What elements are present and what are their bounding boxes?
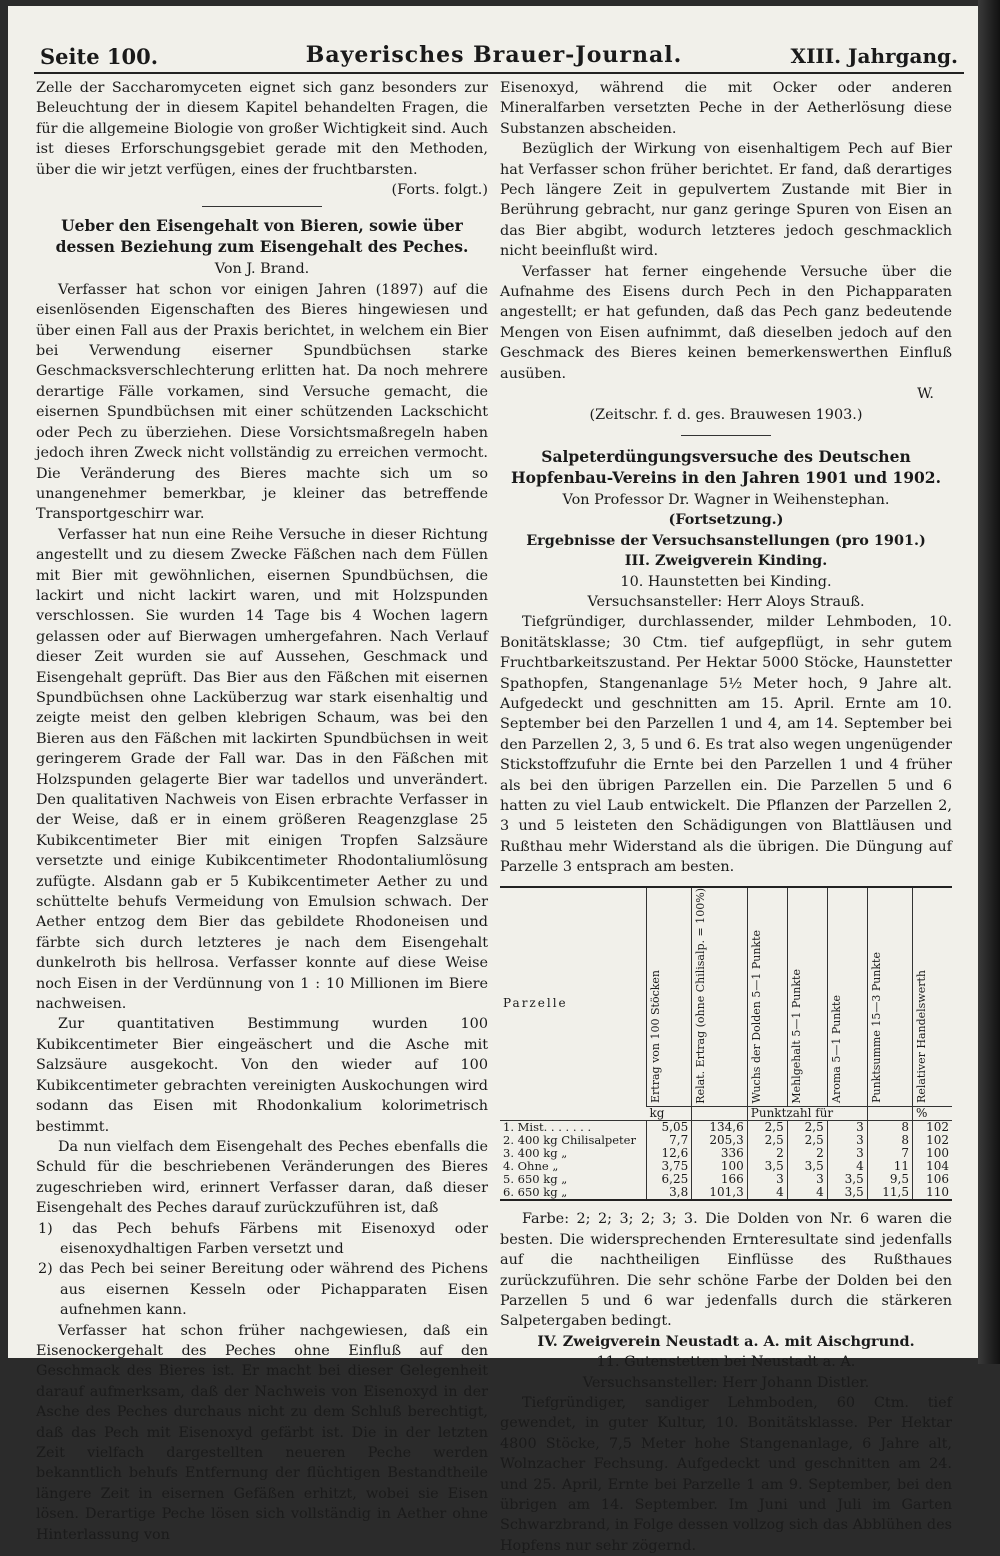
right-column <box>500 78 952 1556</box>
header-relat: Relat. Ertrag (ohne Chilisalp. = 100%) <box>692 887 748 1107</box>
scan-edge <box>978 0 1000 1364</box>
continuation-note: (Fortsetzung.) <box>668 511 784 529</box>
branch-heading: IV. Zweigverein Neustadt a. A. mit Aischgrund. <box>537 1332 915 1350</box>
header-handel: Relativer Handelswerth <box>912 887 952 1107</box>
header-wuchs: Wuchs der Dolden 5—1 Punkte <box>747 887 787 1107</box>
paragraph: Tiefgründiger, sandiger Lehmboden, 60 Ctm. tief gewendet, in guter Kultur, 10. Bonitätsklasse. Per Hektar 4800 Stöcke, 7,5 Meter hohe Stangenanlage, 6 Jahre alt, Wolnzacher Fechsung. Aufgedeckt und geschnitten am 24. und 25. April, Ernte bei Parzelle 1 am 9. September, bei den übrigen am 14. September. Im Juni und Juli im Garten Schwarzbrand, in Folge dessen vollzog sich das Abblühen des Hopfens nur sehr zögernd. <box>500 1394 953 1554</box>
paragraph: Zelle der Saccharomyceten eignet sich ganz besonders zur Beleuchtung der in diesem Kapitel behandelten Fragen, die für die allgemeine Biologie von großer Wichtigkeit sind. Auch ist dieses Erforschungsgebiet gerade mit den Methoden, über die wir jetzt verfügen, eines der fruchtbarsten. <box>36 80 488 178</box>
section-heading: Ergebnisse der Versuchsanstellungen (pro 1901.) <box>526 531 926 549</box>
continuation-note: (Forts. folgt.) <box>391 182 488 199</box>
results-table <box>500 886 952 1202</box>
journal-page <box>8 6 978 1554</box>
page-number: Seite 100. <box>40 44 159 69</box>
paragraph: Farbe: 2; 2; 3; 2; 3; 3. Die Dolden von Nr. 6 waren die besten. Die widersprechenden Ernteresultate sind jedenfalls auf die nachtheiligen Einflüsse des Rußthaues zurückzuführen. Die sehr schöne Farbe der Dolden bei den Parzellen 5 und 6 war jedenfalls durch die stärkeren Salpetergaben bedingt. <box>500 1211 952 1330</box>
signature: W. <box>917 386 934 403</box>
experimenter-line: Versuchsansteller: Herr Aloys Strauß. <box>587 593 865 610</box>
experimenter-line: Versuchsansteller: Herr Johann Distler. <box>582 1374 870 1391</box>
table-row: 4. Ohne „ 3,75 100 3,5 3,5 4 11 104 <box>500 1160 952 1173</box>
author-line: Von J. Brand. <box>214 261 310 278</box>
list-item: 2) das Pech bei seiner Bereitung oder während des Pichens aus eisernen Kesseln oder Pichapparaten Eisen aufnehmen kann. <box>38 1261 488 1319</box>
table-row: 5. 650 kg „ 6,25 166 3 3 3,5 9,5 106 <box>500 1173 952 1186</box>
header-summe: Punktsumme 15—3 Punkte <box>867 887 912 1107</box>
header-mehl: Mehlgehalt 5—1 Punkte <box>787 887 827 1107</box>
volume-label: XIII. Jahrgang. <box>790 44 958 68</box>
divider <box>202 206 322 207</box>
article-title: Ueber den Eisengehalt von Bieren, sowie über dessen Beziehung zum Eisengehalt des Peches. <box>55 216 469 257</box>
table-row: 1. Mist. . . . . . . 5,05 134,6 2,5 2,5 3 8 102 <box>500 1121 952 1135</box>
table-row: 6. 650 kg „ 3,8 101,3 4 4 3,5 11,5 110 <box>500 1186 952 1200</box>
paragraph: Tiefgründiger, durchlassender, milder Lehmboden, 10. Bonitätsklasse; 30 Ctm. tief aufgepflügt, in sehr gutem Fruchtbarkeitszustand. Per Hektar 5000 Stöcke, Haunstetter Spathopfen, Stangenanlage 5½ Meter hoch, 9 Jahre alt. Aufgedeckt und geschnitten am 15. April. Ernte am 10. September bei den Parzellen 1 und 4, am 14. September bei den Parzellen 2, 3, 5 und 6. Es trat also wegen ungenügender Stickstoffzufuhr die Ernte bei den Parzellen 1 und 4 früher als bei den übrigen Parzellen ein. Die Parzellen 5 und 6 hatten zu viel Laub entwickelt. Die Pflanzen der Parzellen 2, 3 und 5 leisteten den Schädigungen von Blattläusen und Rußthau mehr Widerstand als die übrigen. Die Düngung auf Parzelle 3 entsprach am besten. <box>500 614 952 876</box>
source-citation: (Zeitschr. f. d. ges. Brauwesen 1903.) <box>589 406 863 423</box>
station-heading: 11. Gutenstetten bei Neustadt a. A. <box>596 1354 856 1371</box>
paragraph: Zur quantitativen Bestimmung wurden 100 Kubikcentimeter Bier eingeäschert und die Asche mit Salzsäure ausgekocht. Von den wieder auf 100 Kubikcentimeter gebrachten vereinigten Auskochungen wird sodann das Eisen mit Rhodonkalium kolorimetrisch bestimmt. <box>36 1016 488 1135</box>
paragraph: Da nun vielfach dem Eisengehalt des Peches ebenfalls die Schuld für die beschriebenen Veränderungen des Bieres zugeschrieben wird, erinnert Verfasser daran, daß dieser Eisengehalt des Peches darauf zurückzuführen ist, daß <box>36 1138 488 1217</box>
left-column <box>36 78 488 1545</box>
paragraph: Verfasser hat ferner eingehende Versuche über die Aufnahme des Eisens durch Pech in den Pichapparaten angestellt; er hat gefunden, daß das Pech ganz bedeutende Mengen von Eisen aufnimmt, daß dieselben jedoch auf den Geschmack des Bieres keinen bemerkenswerthen Einfluß ausüben. <box>500 263 952 382</box>
header-ertrag: Ertrag von 100 Stöcken <box>647 887 692 1107</box>
header-parzelle: Parzelle <box>500 887 647 1121</box>
header-punktzahl: Punktzahl für <box>747 1107 867 1121</box>
unit-percent: % <box>912 1107 952 1121</box>
table-row: 3. 400 kg „ 12,6 336 2 2 3 7 100 <box>500 1147 952 1160</box>
article-title: Salpeterdüngungsversuche des Deutschen Hopfenbau-Vereins in den Jahren 1901 und 1902. <box>511 446 941 487</box>
station-heading: 10. Haunstetten bei Kinding. <box>620 573 832 590</box>
paragraph: Verfasser hat schon vor einigen Jahren (1897) auf die eisenlösenden Eigenschaften des Bieres hingewiesen und über einen Fall aus der Praxis berichtet, in welchem ein Bier bei Verwendung eiserner Spundbüchsen starke Geschmacksverschlechterung erlitten hat. Da noch mehrere derartige Fälle vorkamen, sind Versuche gemacht, die eisernen Spundbüchsen mit einer schützenden Lackschicht oder Pech zu überziehen. Diese Vorsichtsmaßregeln haben jedoch ihren Zweck nicht vollständig zu erreichen vermocht. Die Veränderung des Bieres machte sich um so unangenehmer bemerkbar, je kleiner das betreffende Transportgeschirr war. <box>36 281 488 523</box>
journal-title: Bayerisches Brauer-Journal. <box>305 42 683 68</box>
table-row: 2. 400 kg Chilisalpeter 7,7 205,3 2,5 2,5 3 8 102 <box>500 1134 952 1147</box>
paragraph: Bezüglich der Wirkung von eisenhaltigem Pech auf Bier hat Verfasser schon früher berichtet. Er fand, daß derartiges Pech längere Zeit in gepulvertem Zustande mit Bier in Berührung gebracht, nur ganz geringe Spuren von Eisen an das Bier abgibt, wodurch letzteres jedoch geschmacklich nicht beeinflußt wird. <box>500 141 952 260</box>
list-item: 1) das Pech behufs Färbens mit Eisenoxyd oder eisenoxydhaltigen Farben versetzt und <box>38 1220 488 1257</box>
author-line: Von Professor Dr. Wagner in Weihenstephan. <box>562 491 890 508</box>
paragraph: Verfasser hat nun eine Reihe Versuche in dieser Richtung angestellt und zu diesem Zwecke Fäßchen nach dem Füllen mit Bier mit gewöhnlichen, eisernen Spundbüchsen, die lackirt und nicht lackirt waren, und mit Holzspunden verschlossen. Sie wurden 14 Tage bis 4 Wochen lagern gelassen oder auf Bierwagen umhergefahren. Nach Verlauf dieser Zeit wurden sie auf Aussehen, Geschmack und Eisengehalt geprüft. Das Bier aus den Fäßchen mit eisernen Spundbüchsen ohne Lacküberzug war stark eisenhaltig und zeigte meist den gelben klebrigen Schaum, was bei den Bieren aus den Fäßchen mit lackirten Spundbüchsen in weit geringerem Grade der Fall war. Das in den Fäßchen mit Holzspunden gelagerte Bier war tadellos und unverändert. Den qualitativen Nachweis von Eisen erbrachte Verfasser in der Weise, daß er in einem größeren Reagenzglase 25 Kubikcentimeter Bier mit einigen Tropfen Salzsäure versetzte und einige Kubikcentimeter Rhodontaliumlösung zufügte. Alsdann gab er 5 Kubikcentimeter Aether zu und schüttelte behufs Vermeidung von Emulsion schwach. Der Aether entzog dem Bier das gebildete Rhodoneisen und färbte sich durch letzteres je nach dem Eisengehalt dunkelroth bis hellrosa. Verfasser konnte auf diese Weise noch Eisen in der Verdünnung von 1 : 10 Millionen im Biere nachweisen. <box>36 526 488 1013</box>
unit-kg: kg <box>647 1107 692 1121</box>
header-aroma: Aroma 5—1 Punkte <box>827 887 867 1107</box>
page-header <box>34 38 964 74</box>
paragraph: Eisenoxyd, während die mit Ocker oder anderen Mineralfarben versetzten Peche in der Aetherlösung diese Substanzen abscheiden. <box>500 80 952 137</box>
divider <box>681 435 771 436</box>
branch-heading: III. Zweigverein Kinding. <box>624 552 828 570</box>
paragraph: Verfasser hat schon früher nachgewiesen, daß ein Eisenockergehalt des Peches ohne Einfluß auf den Geschmack des Bieres ist. Er macht bei dieser Gelegenheit darauf aufmerksam, daß der Nachweis von Eisenoxyd in der Asche des Peches durchaus nicht zu dem Schluß berechtigt, daß das Pech mit Eisenoxyd gefärbt ist. Die in der letzten Zeit vielfach dargestellten neueren Peche werden bekanntlich behufs Entfernung der flüchtigen Bestandtheile längere Zeit in eisernen Gefäßen erhitzt, wobei sie Eisen lösen. Derartige Peche lösen sich vollständig in Aether ohne Hinterlassung von <box>36 1322 488 1543</box>
